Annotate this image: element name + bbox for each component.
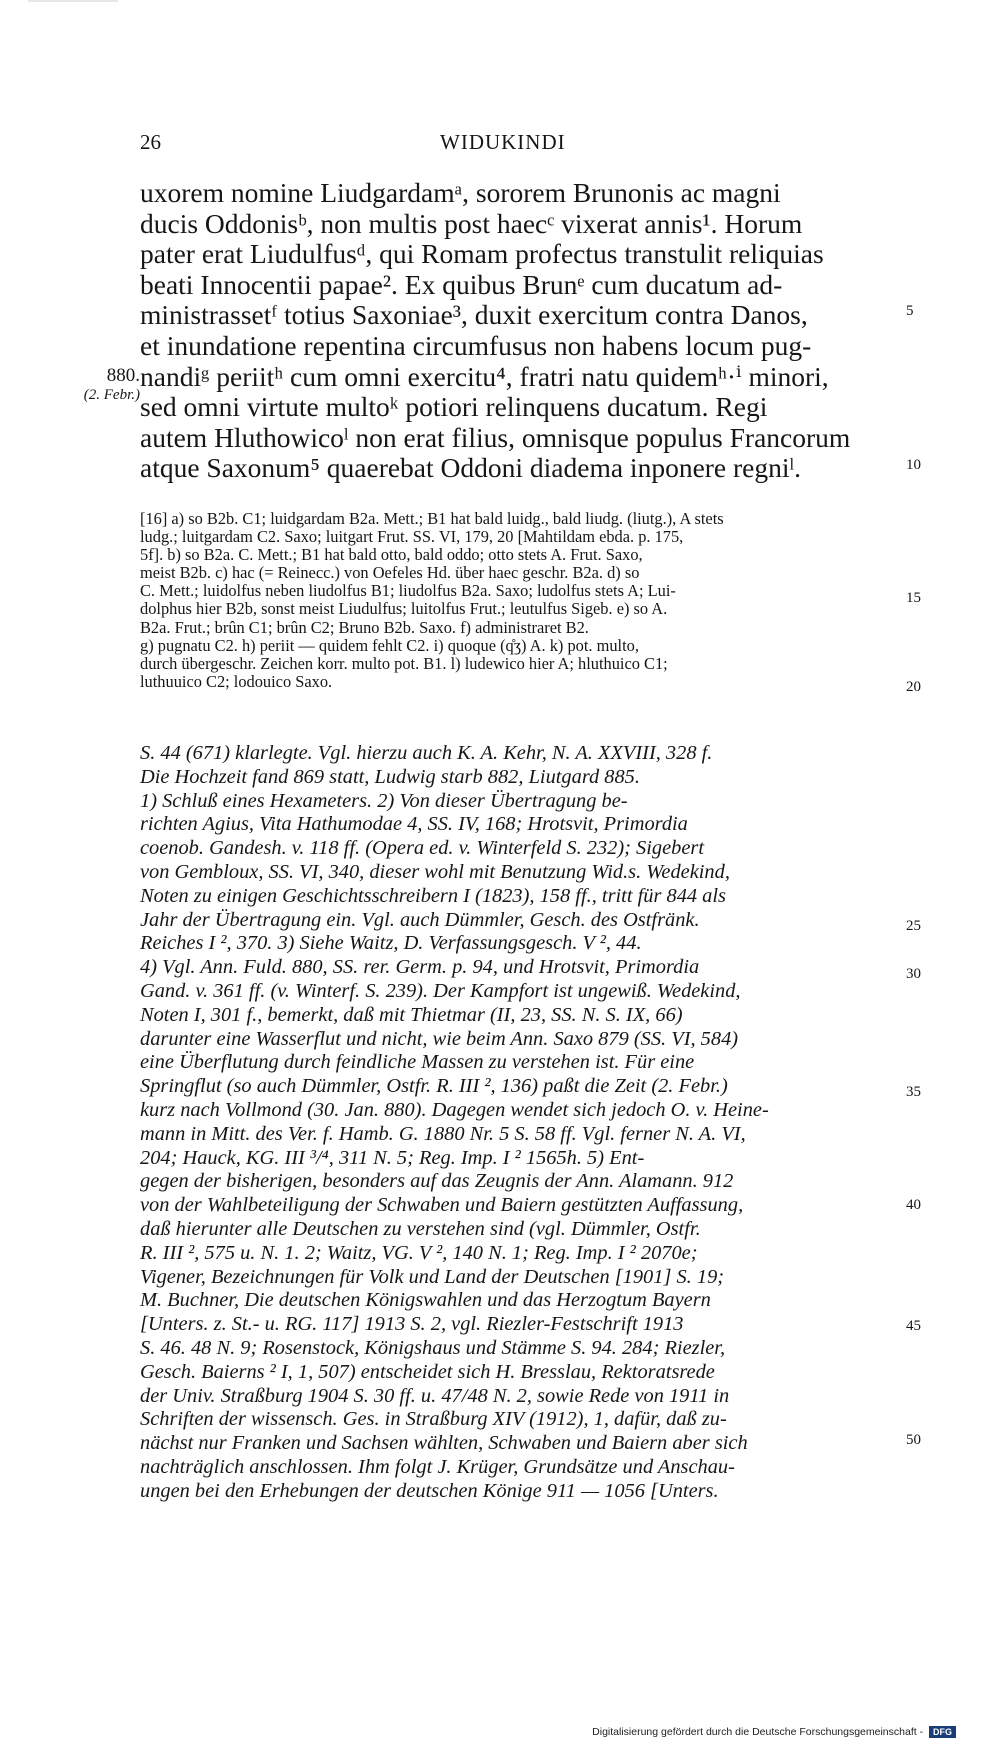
commentary-line: nächst nur Franken und Sachsen wählten, Schwaben und Baiern aber sich [140, 1432, 748, 1455]
commentary-line: S. 44 (671) klarlegte. Vgl. hierzu auch K. A. Kehr, N. A. XXVIII, 328 f. [140, 742, 713, 764]
main-text-line: sed omni virtute multoᵏ potiori relinquens ducatum. Regi [140, 391, 768, 423]
apparatus-line: C. Mett.; luidolfus neben liudolfus B1; liudolfus B2a. Saxo; ludolfus stets A; Lui- [140, 581, 676, 601]
margin-year: 880. [106, 365, 140, 386]
main-text-line: pater erat Liudulfusᵈ, qui Romam profectus transtulit reliquias [140, 238, 824, 270]
apparatus-line: dolphus hier B2b, sonst meist Liudulfus; luitolfus Frut.; leutulfus Sigeb. e) so A. [140, 599, 668, 619]
commentary-line: mann in Mitt. des Ver. f. Hamb. G. 1880 Nr. 5 S. 58 ff. Vgl. ferner N. A. VI, [140, 1122, 746, 1145]
main-text [140, 178, 900, 484]
apparatus-line: 5f]. b) so B2a. C. Mett.; B1 hat bald otto, bald oddo; otto stets A. Frut. Saxo, [140, 545, 643, 565]
commentary-line: von der Wahlbeteiligung der Schwaben und Baiern gestützten Auffassung, [140, 1194, 744, 1217]
main-text-line: autem Hluthowicoˡ non erat filius, omnisque populus Francorum [140, 421, 851, 453]
commentary-line: Noten I, 301 f., bemerkt, daß mit Thietmar (II, 23, SS. N. S. IX, 66) [140, 1003, 683, 1026]
commentary-line: R. III ², 575 u. N. 1. 2; Waitz, VG. V ², 140 N. 1; Reg. Imp. I ² 2070e; [140, 1241, 698, 1264]
line-number: 30 [906, 966, 921, 982]
dfg-logo: DFG [929, 1726, 956, 1738]
commentary-line: kurz nach Vollmond (30. Jan. 880). Dagegen wendet sich jedoch O. v. Heine- [140, 1098, 769, 1121]
commentary-line: Jahr der Übertragung ein. Vgl. auch Dümmler, Gesch. des Ostfränk. [140, 908, 700, 931]
commentary-line: S. 46. 48 N. 9; Rosenstock, Königshaus und Stämme S. 94. 284; Riezler, [140, 1336, 726, 1359]
commentary-line: daß hierunter alle Deutschen zu verstehen sind (vgl. Dümmler, Ostfr. [140, 1217, 701, 1240]
main-text-line: nandiᵍ periitʰ cum omni exercitu⁴, fratri natu quidemʰ·ⁱ minori, [140, 360, 829, 392]
running-title: WIDUKINDI [440, 130, 566, 154]
commentary-line: gegen der bisherigen, besonders auf das Zeugnis der Ann. Alamann. 912 [140, 1170, 734, 1193]
commentary-line: richten Agius, Vita Hathumodae 4, SS. IV, 168; Hrotsvit, Primordia [140, 813, 688, 836]
apparatus-line: [16] a) so B2b. C1; luidgardam B2a. Mett.; B1 hat bald luidg., bald liudg. (liutg.), A stets [140, 509, 724, 528]
page-number: 26 [140, 130, 161, 154]
line-number: 5 [906, 303, 914, 319]
apparatus-line: g) pugnatu C2. h) periit — quidem fehlt C2. i) quoque (q̊ʒ) A. k) pot. multo, [140, 635, 639, 655]
commentary-line: 4) Vgl. Ann. Fuld. 880, SS. rer. Germ. p. 94, und Hrotsvit, Primordia [140, 956, 700, 979]
commentary-line: darunter eine Wasserflut und nicht, wie beim Ann. Saxo 879 (SS. VI, 584) [140, 1027, 739, 1050]
commentary-line: Vigener, Bezeichnungen für Volk und Land der Deutschen [1901] S. 19; [140, 1265, 725, 1288]
main-text-line: uxorem nomine Liudgardamᵃ, sororem Brunonis ac magni [140, 177, 781, 208]
line-number: 45 [906, 1318, 921, 1334]
commentary-line: Gesch. Baierns ² I, 1, 507) entscheidet sich H. Bresslau, Rektoratsrede [140, 1360, 715, 1383]
line-number: 10 [906, 457, 921, 473]
apparatus-line: durch übergeschr. Zeichen korr. multo pot. B1. l) ludewico hier A; hluthuico C1; [140, 653, 668, 673]
commentary-line: Die Hochzeit fand 869 statt, Ludwig starb 882, Liutgard 885. [140, 765, 640, 788]
apparatus-line: ludg.; luitgardam C2. Saxo; luitgart Frut. SS. VI, 179, 20 [Mahtildam ebda. p. 175, [140, 527, 684, 547]
line-number: 25 [906, 918, 921, 934]
line-number: 20 [906, 679, 921, 695]
commentary-line: von Gembloux, SS. VI, 340, dieser wohl mit Benutzung Wid.s. Wedekind, [140, 860, 730, 883]
line-number: 50 [906, 1432, 921, 1448]
commentary-line: [Unters. z. St.- u. RG. 117] 1913 S. 2, vgl. Riezler-Festschrift 1913 [140, 1313, 684, 1336]
main-text-line: et inundatione repentina circumfusus non habens locum pug- [140, 329, 812, 361]
commentary-line: 1) Schluß eines Hexameters. 2) Von dieser Übertragung be- [140, 789, 628, 812]
commentary-line: der Univ. Straßburg 1904 S. 30 ff. u. 47/48 N. 2, sowie Rede von 1911 in [140, 1384, 730, 1407]
commentary-line: Springflut (so auch Dümmler, Ostfr. R. III ², 136) paßt die Zeit (2. Febr.) [140, 1075, 728, 1098]
margin-date: (2. Febr.) [83, 387, 140, 403]
main-text-line: ducis Oddonisᵇ, non multis post haecᶜ vixerat annis¹. Horum [140, 207, 803, 239]
apparatus-line: luthuuico C2; lodouico Saxo. [140, 671, 333, 691]
critical-apparatus [140, 510, 910, 691]
main-text-line: ministrassetᶠ totius Saxoniae³, duxit exercitum contra Danos, [140, 299, 808, 331]
commentary-line: ungen bei den Erhebungen der deutschen Könige 911 — 1056 [Unters. [140, 1479, 719, 1502]
line-number: 40 [906, 1197, 921, 1213]
apparatus-line: meist B2b. c) hac (= Reinecc.) von Oefeles Hd. über haec geschr. B2a. d) so [140, 563, 640, 583]
commentary-line: M. Buchner, Die deutschen Königswahlen und das Herzogtum Bayern [140, 1289, 711, 1312]
commentary-line: Schriften der wissensch. Ges. in Straßburg XIV (1912), 1, dafür, daß zu- [140, 1408, 727, 1431]
main-text-line: beati Innocentii papae². Ex quibus Brunᵉ cum ducatum ad- [140, 268, 783, 300]
digitization-credit [592, 1726, 956, 1738]
line-number: 35 [906, 1084, 921, 1100]
commentary-line: Gand. v. 361 ff. (v. Winterf. S. 239). Der Kampfort ist ungewiß. Wedekind, [140, 979, 741, 1002]
main-text-line: atque Saxonum⁵ quaerebat Oddoni diadema inponere regniˡ. [140, 452, 801, 484]
commentary-line: Reiches I ², 370. 3) Siehe Waitz, D. Verfassungsgesch. V ², 44. [140, 932, 642, 955]
commentary-line: 204; Hauck, KG. III ³/⁴, 311 N. 5; Reg. Imp. I ² 1565h. 5) Ent- [140, 1146, 645, 1169]
commentary-line: eine Überflutung durch feindliche Massen zu verstehen ist. Für eine [140, 1051, 695, 1074]
commentary-line: coenob. Gandesh. v. 118 ff. (Opera ed. v. Winterfeld S. 232); Sigebert [140, 837, 705, 860]
commentary-line: nachträglich anschlossen. Ihm folgt J. Krüger, Grundsätze und Anschau- [140, 1455, 735, 1478]
credit-text: Digitalisierung gefördert durch die Deutsche Forschungsgemeinschaft - [592, 1726, 924, 1738]
line-number: 15 [906, 590, 921, 606]
scan-edge-mark [28, 0, 118, 2]
commentary-line: Noten zu einigen Geschichtsschreibern I (1823), 158 ff., tritt für 844 als [140, 884, 726, 907]
apparatus-line: B2a. Frut.; brûn C1; brûn C2; Bruno B2b. Saxo. f) administraret B2. [140, 617, 589, 637]
commentary-notes [140, 742, 910, 1504]
